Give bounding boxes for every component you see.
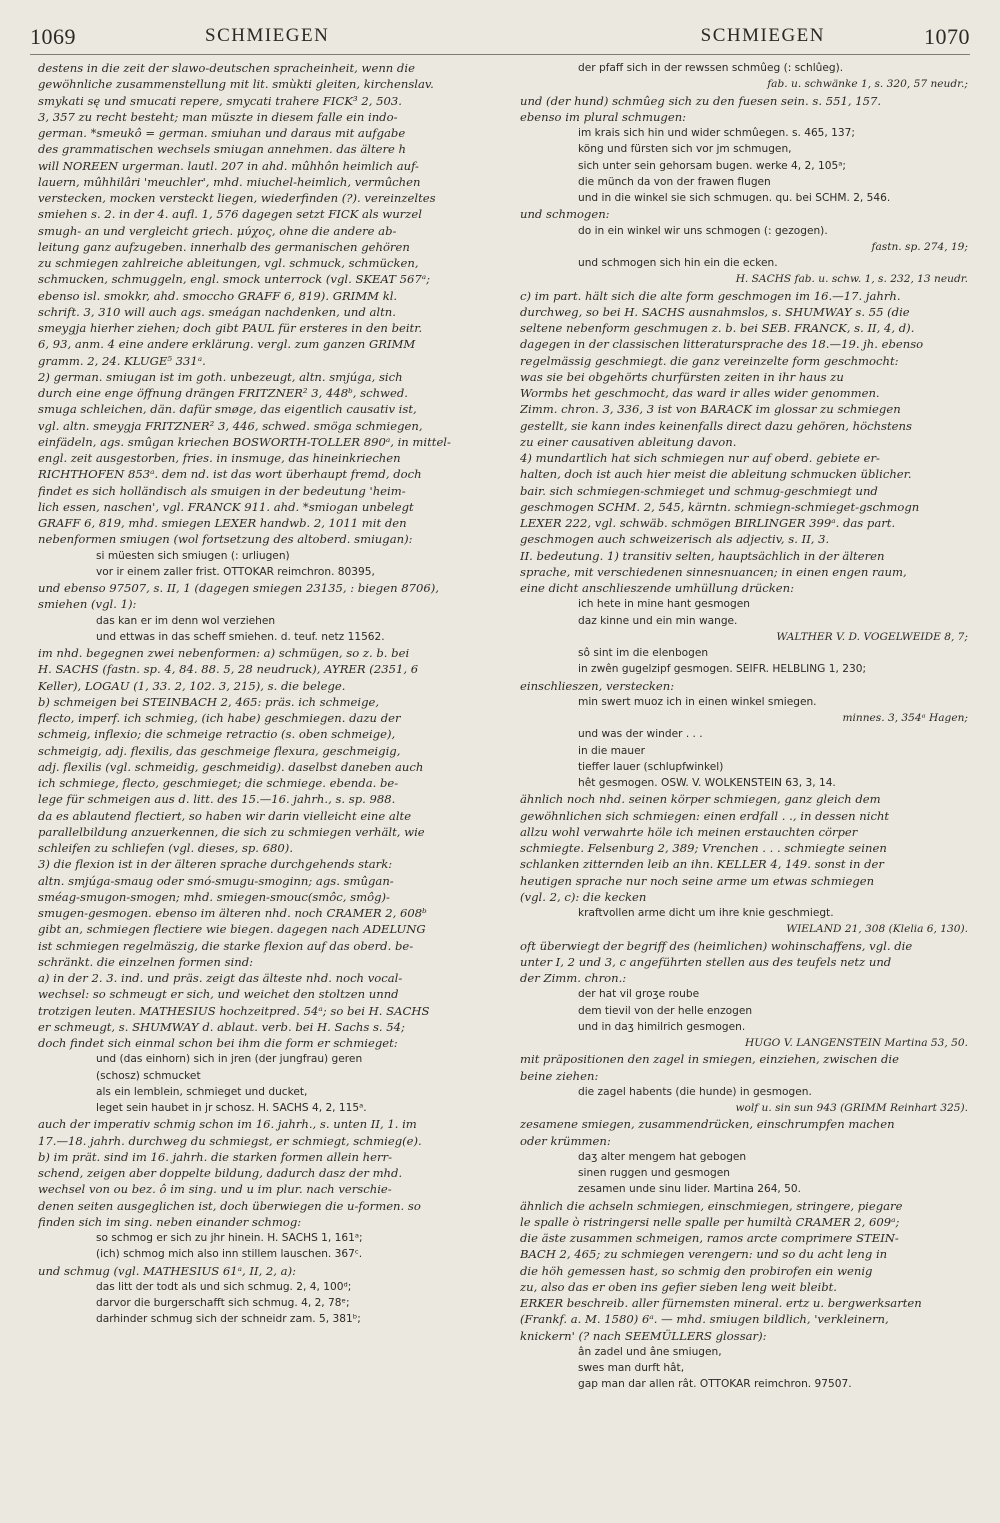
text-line: smugh- an und vergleicht griech. μύχος, ohne die andere ab-	[38, 223, 397, 238]
text-line: zu schmiegen zahlreiche ableitungen, vgl. schmuck, schmücken,	[38, 256, 419, 270]
citation-line: die zagel habents (die hunde) in gesmogen.	[578, 1085, 812, 1098]
text-line: BACH 2, 465; zu schmiegen verengern: und so du acht leng in	[520, 1247, 888, 1262]
citation-line: so schmog er sich zu jhr hinein. H. SACHS 1, 161ᵃ;	[96, 1232, 363, 1244]
text-line: sméag-smugon-smogen; mhd. smiegen-smouc(smôc, smôg)-	[38, 889, 390, 904]
text-line: schmiegte. Felsenburg 2, 389; Vrenchen . . . schmiegte seinen	[520, 841, 887, 855]
text-line: durchweg, so bei H. SACHS ausnahmslos, s. SHUMWAY s. 55 (die	[520, 304, 910, 319]
citation-line: sich unter sein gehorsam bugen. werke 4, 2, 105ᵃ;	[578, 159, 846, 172]
citation-line: und schmogen sich hin ein die ecken.	[578, 257, 778, 269]
source-line: HUGO V. LANGENSTEIN Martina 53, 50.	[745, 1037, 968, 1049]
citation-line: daʒ alter mengem hat gebogen	[578, 1150, 747, 1163]
citation-line: dem tievil von der helle enzogen	[578, 1004, 753, 1017]
text-line: und schmug (vgl. MATHESIUS 61ᵃ, II, 2, a):	[38, 1263, 297, 1278]
text-line: die äste zusammen schmeigen, ramos arcte comprimere STEIN-	[520, 1231, 899, 1245]
text-line: geschmogen auch schweizerisch als adjectiv, s. II, 3.	[520, 532, 830, 547]
citation-line: tieffer lauer (schlupfwinkel)	[578, 760, 724, 773]
citation-line: der pfaff sich in der rewssen schmûeg (: schlûeg).	[578, 62, 844, 74]
text-line: gramm. 2, 24. KLUGE⁵ 331ᵃ.	[38, 353, 206, 368]
text-line: schränkt. die einzelnen formen sind:	[38, 954, 254, 969]
citation-line: ich hete in mine hant gesmogen	[578, 598, 750, 611]
text-line: wechsel: so schmeugt er sich, und weichet den stoltzen unnd	[38, 987, 399, 1002]
text-line: und (der hund) schmûeg sich zu den fuesen sein. s. 551, 157.	[520, 93, 882, 108]
text-line: 3) die flexion ist in der älteren sprache durchgehends stark:	[38, 857, 393, 872]
text-line: lege für schmeigen aus d. litt. des 15.—16. jahrh., s. sp. 988.	[38, 792, 396, 807]
headword-right: SCHMIEGEN	[700, 25, 825, 46]
text-line: schend, zeigen aber doppelte bildung, dadurch dasz der mhd.	[38, 1166, 403, 1180]
text-line: wechsel von ou bez. ô im sing. und u im plur. nach verschie-	[38, 1182, 392, 1197]
citation-line: der hat vil groʒe roube	[578, 988, 700, 1001]
citation-line: hêt gesmogen. OSW. V. WOLKENSTEIN 63, 3, 14.	[578, 777, 836, 789]
text-line: findet es sich holländisch als smuigen in der bedeutung 'heim-	[38, 483, 406, 498]
text-line: verstecken, mocken versteckt liegen, wiederfinden (?). vereinzeltes	[38, 191, 436, 205]
text-line: engl. zeit ausgestorben, fries. in insmuge, das hineinkriechen	[38, 451, 401, 465]
text-line: trotzigen leuten. MATHESIUS hochzeitpred. 54ᵃ; so bei H. SACHS	[38, 1003, 430, 1018]
text-line: 3, 357 zu recht besteht; man müszte in diesem falle ein indo-	[38, 109, 398, 124]
text-line: im nhd. begegnen zwei nebenformen: a) schmügen, so z. b. bei	[38, 646, 410, 660]
citation-line: und in daʒ himilrich gesmogen.	[578, 1020, 746, 1033]
citation-line: si müesten sich smiugen (: urliugen)	[96, 549, 290, 562]
text-line: seltene nebenform geschmugen z. b. bei SEB. FRANCK, s. II, 4, d).	[520, 321, 915, 335]
source-line: wolf u. sin sun 943 (GRIMM Reinhart 325).	[735, 1102, 968, 1114]
text-line: des grammatischen wechsels smiugan annehmen. das ältere h	[38, 142, 407, 157]
text-line: smiehen (vgl. 1):	[38, 597, 137, 612]
text-line: dagegen in der classischen litteratursprache des 18.—19. jh. ebenso	[520, 337, 924, 352]
text-line: gibt an, schmiegen flectiere wie biegen. dagegen nach ADELUNG	[38, 922, 426, 937]
text-line: knickern' (? nach SEEMÜLLERS glossar):	[520, 1328, 767, 1343]
text-line: smeygja hierher ziehen; doch gibt PAUL für ersteres in den beitr.	[38, 321, 423, 335]
source-line: H. SACHS fab. u. schw. 1, s. 232, 13 neudr.	[735, 273, 968, 286]
citation-line: und (das einhorn) sich in jren (der jungfrau) geren	[96, 1053, 363, 1066]
text-line: was sie bei obgehörts churfürsten zeiten in ihr haus zu	[520, 369, 844, 384]
page-number-left: 1069	[30, 24, 76, 49]
text-line: Wormbs het geschmocht, das ward ir alles wider genommen.	[520, 386, 880, 400]
text-line: will NOREEN urgerman. lautl. 207 in ahd. mûhhôn heimlich auf-	[38, 158, 419, 173]
text-line: oft überwiegt der begriff des (heimlichen) wohinschaffens, vgl. die	[520, 938, 913, 953]
text-line: zu, also das er oben ins gefier sieben leng weit bleibt.	[520, 1279, 837, 1294]
running-head	[30, 20, 970, 55]
text-line: finden sich im sing. neben einander schmog:	[38, 1214, 302, 1229]
text-line: a) in der 2. 3. ind. und präs. zeigt das älteste nhd. noch vocal-	[38, 971, 403, 985]
text-line: lauern, mûhhilâri 'meuchler', mhd. miuchel-heimlich, vermûchen	[38, 174, 421, 189]
text-line: da es ablautend flectiert, so haben wir darin vielleicht eine alte	[38, 808, 412, 823]
citation-line: darvor die burgerschafft sich schmug. 4, 2, 78ᵉ;	[96, 1297, 350, 1309]
citation-line: swes man durft hât,	[578, 1362, 685, 1374]
citation-line: (schosz) schmucket	[96, 1069, 201, 1082]
text-line: eine dicht anschlieszende umhüllung drücken:	[520, 581, 794, 595]
citation-line: köng und fürsten sich vor jm schmugen,	[578, 143, 792, 156]
text-line: unter I, 2 und 3, c angeführten stellen aus des teufels netz und	[520, 954, 892, 969]
text-line: smykati sę und smucati repere, smycati trahere FICK³ 2, 503.	[38, 93, 402, 108]
text-line: schrift. 3, 310 will auch ags. smeágan nachdenken, und altn.	[38, 304, 396, 319]
citation-line: und in die winkel sie sich schmugen. qu. bei SCHM. 2, 546.	[578, 192, 891, 204]
text-line: ERKER beschreib. aller fürnemsten mineral. ertz u. bergwerksarten	[520, 1296, 922, 1310]
citation-line: das litt der todt als und sich schmug. 2, 4, 100ᵈ;	[96, 1280, 352, 1293]
text-line: oder krümmen:	[520, 1133, 611, 1148]
citation-line: als ein lemblein, schmieget und ducket,	[96, 1085, 308, 1098]
text-line: allzu wohl verwahrte höle ich meinen erstauchten cörper	[520, 824, 858, 839]
citation-line: in zwên gugelzipf gesmogen. SEIFR. HELBLING 1, 230;	[578, 663, 867, 676]
citation-line: sô sint im die elenbogen	[578, 647, 709, 659]
right-column	[520, 60, 968, 1460]
page-number-right: 1070	[924, 24, 970, 49]
text-line: auch der imperativ schmig schon im 16. jahrh., s. unten II, 1. im	[38, 1117, 417, 1132]
text-line: schmeig, inflexio; die schmeige retractio (s. oben schmeige),	[38, 727, 396, 742]
text-line: schlanken zitternden leib an ihn. KELLER 4, 149. sonst in der	[520, 857, 884, 872]
text-line: smugen-gesmogen. ebenso im älteren nhd. noch CRAMER 2, 608ᵇ	[38, 906, 427, 920]
citation-line: gap man dar allen rât. OTTOKAR reimchron. 97507.	[578, 1378, 852, 1391]
text-line: (vgl. 2, c): die kecken	[520, 889, 647, 904]
citation-line: do in ein winkel wir uns schmogen (: gezogen).	[578, 224, 828, 237]
text-line: adj. flexilis (vgl. schmeidig, geschmeidig). daselbst daneben auch	[38, 759, 424, 774]
text-line: denen seiten ausgeglichen ist, doch überwiegen die u-formen. so	[38, 1198, 421, 1213]
text-line: smiehen s. 2. in der 4. aufl. 1, 576 dagegen setzt FICK als wurzel	[38, 207, 422, 222]
text-line: schleifen zu schliefen (vgl. dieses, sp. 680).	[38, 841, 294, 855]
source-line: WALTHER V. D. VOGELWEIDE 8, 7;	[776, 630, 968, 643]
source-line: minnes. 3, 354ᵃ Hagen;	[842, 712, 968, 724]
text-line: 6, 93, anm. 4 eine andere erklärung. vergl. zum ganzen GRIMM	[38, 337, 416, 352]
text-line: geschmogen SCHM. 2, 545, kärntn. schmiegn-schmieget-gschmogn	[520, 499, 920, 514]
text-line: II. bedeutung. 1) transitiv selten, hauptsächlich in der älteren	[520, 548, 885, 563]
text-line: le spalle ò ristringersi nelle spalle per humiltà CRAMER 2, 609ᵃ;	[520, 1214, 900, 1229]
citation-line: das kan er im denn wol verziehen	[96, 614, 276, 627]
source-line: fab. u. schwänke 1, s. 320, 57 neudr.;	[767, 78, 968, 91]
citation-line: sinen ruggen und gesmogen	[578, 1167, 730, 1179]
text-line: b) schmeigen bei STEINBACH 2, 465: präs. ich schmeige,	[38, 694, 380, 709]
text-line: ebenso im plural schmugen:	[520, 109, 687, 124]
text-line: er schmeugt, s. SHUMWAY d. ablaut. verb. bei H. Sachs s. 54;	[38, 1019, 405, 1034]
citation-line: die münch da von der frawen flugen	[578, 175, 771, 188]
text-line: schmeigig, adj. flexilis, das geschmeige flexura, geschmeigig,	[38, 743, 401, 758]
text-line: zu einer causativen ableitung davon.	[520, 434, 737, 449]
citation-line: kraftvollen arme dicht um ihre knie geschmiegt.	[578, 907, 834, 919]
text-line: gewöhnliche zusammenstellung mit lit. smùkti gleiten, kirchenslav.	[38, 77, 434, 92]
text-line: regelmässig geschmiegt. die ganz vereinzelte form geschmocht:	[520, 353, 899, 368]
text-line: ähnlich die achseln schmiegen, einschmiegen, stringere, piegare	[520, 1198, 903, 1213]
text-line: altn. smjúga-smaug oder smó-smugu-smoginn; ags. smûgan-	[38, 873, 394, 888]
citation-line: und was der winder . . .	[578, 728, 703, 741]
text-line: heutigen sprache nur noch seine arme um etwas schmiegen	[520, 873, 875, 888]
citation-line: leget sein haubet in jr schosz. H. SACHS 4, 2, 115ᵃ.	[96, 1102, 367, 1114]
citation-line: in die mauer	[578, 744, 645, 757]
source-line: fastn. sp. 274, 19;	[871, 240, 968, 253]
text-line: 17.—18. jahrh. durchweg du schmiegst, er schmiegt, schmieg(e).	[38, 1133, 422, 1148]
text-line: Zimm. chron. 3, 336, 3 ist von BARACK im glossar zu schmiegen	[520, 402, 901, 417]
text-line: halten, doch ist auch hier meist die ableitung schmucken üblicher.	[520, 467, 912, 482]
text-line: durch eine enge öffnung drängen FRITZNER² 3, 448ᵇ, schwed.	[38, 386, 408, 400]
citation-line: im krais sich hin und wider schmûegen. s. 465, 137;	[578, 127, 855, 139]
text-line: gewöhnlichen sich schmiegen: einen erdfall . ., in dessen nicht	[520, 808, 890, 823]
text-line: german. *smeukô = german. smiuhan und daraus mit aufgabe	[38, 126, 406, 140]
text-line: parallelbildung anzuerkennen, die sich zu schmiegen verhält, wie	[38, 824, 425, 839]
text-line: einschlieszen, verstecken:	[520, 678, 675, 693]
text-line: zesamene smiegen, zusammendrücken, einschrumpfen machen	[520, 1117, 895, 1132]
text-line: ich schmiege, flecto, geschmieget; die schmiege. ebenda. be-	[38, 776, 399, 790]
text-line: destens in die zeit der slawo-deutschen spracheinheit, wenn die	[38, 61, 415, 75]
text-line: beine ziehen:	[520, 1068, 599, 1083]
text-line: smuga schleichen, dän. dafür smøge, das eigentlich causativ ist,	[38, 402, 417, 417]
left-column	[38, 60, 484, 1460]
headword-left: SCHMIEGEN	[205, 25, 330, 46]
text-line: doch findet sich einmal schon bei ihm die form er schmieget:	[38, 1036, 398, 1050]
citation-line: daz kinne und ein min wange.	[578, 614, 738, 627]
text-line: 2) german. smiugan ist im goth. unbezeugt, altn. smjúga, sich	[38, 369, 403, 384]
text-line: schmucken, schmuggeln, engl. smock unterrock (vgl. SKEAT 567ᵃ;	[38, 272, 431, 287]
source-line: WIELAND 21, 308 (Klelia 6, 130).	[786, 923, 968, 936]
text-line: ähnlich noch nhd. seinen körper schmiegen, ganz gleich dem	[520, 792, 881, 807]
citation-line: zesamen unde sinu lider. Martina 264, 50.	[578, 1183, 802, 1196]
text-line: 4) mundartlich hat sich schmiegen nur auf oberd. gebiete er-	[520, 451, 880, 465]
text-line: der Zimm. chron.:	[520, 971, 627, 985]
text-line: Keller), LOGAU (1, 33. 2, 102. 3, 215), s. die belege.	[38, 678, 346, 693]
text-line: H. SACHS (fastn. sp. 4, 84. 88. 5, 28 neudruck), AYRER (2351, 6	[38, 662, 419, 677]
citation-line: darhinder schmug sich der schneidr zam. 5, 381ᵇ;	[96, 1313, 361, 1326]
text-line: GRAFF 6, 819, mhd. smiegen LEXER handwb. 2, 1011 mit den	[38, 516, 407, 530]
text-line: die höh gemessen hast, so schmig den probirofen ein wenig	[520, 1263, 873, 1278]
text-line: gestellt, sie kann indes keinenfalls direct dazu gehören, höchstens	[520, 418, 912, 433]
citation-line: ân zadel und âne smiugen,	[578, 1345, 722, 1358]
text-line: sprache, mit verschiedenen sinnesnuancen; in einen engen raum,	[520, 564, 907, 579]
citation-line: min swert muoz ich in einen winkel smiegen.	[578, 695, 817, 708]
text-line: c) im part. hält sich die alte form geschmogen im 16.—17. jahrh.	[520, 288, 901, 303]
citation-line: (ich) schmog mich also inn stillem lauschen. 367ᶜ.	[96, 1248, 363, 1261]
text-line: bair. sich schmiegen-schmieget und schmug-geschmiegt und	[520, 483, 878, 498]
text-line: lich essen, naschen', vgl. FRANCK 911. ahd. *smiogan unbelegt	[38, 499, 414, 514]
text-line: nebenformen smiugen (wol fortsetzung des altoberd. smiugan):	[38, 532, 413, 547]
text-line: und schmogen:	[520, 207, 610, 222]
text-line: LEXER 222, vgl. schwäb. schmögen BIRLINGER 399ᵃ. das part.	[520, 516, 896, 530]
text-line: flecto, imperf. ich schmieg, (ich habe) geschmiegen. dazu der	[38, 711, 401, 725]
citation-line: und ettwas in das scheff smiehen. d. teuf. netz 11562.	[96, 630, 385, 643]
text-line: ist schmiegen regelmäszig, die starke flexion auf das oberd. be-	[38, 938, 414, 953]
text-line: mit präpositionen den zagel in smiegen, einziehen, zwischen die	[520, 1052, 899, 1067]
text-line: RICHTHOFEN 853ᵃ. dem nd. ist das wort überhaupt fremd, doch	[38, 467, 422, 482]
text-line: und ebenso 97507, s. II, 1 (dagegen smiegen 23135, : biegen 8706),	[38, 581, 439, 595]
text-line: ebenso isl. smokkr, ahd. smoccho GRAFF 6, 819). GRIMM kl.	[38, 288, 398, 303]
text-line: b) im prät. sind im 16. jahrh. die starken formen allein herr-	[38, 1149, 392, 1164]
text-line: (Frankf. a. M. 1580) 6ᵃ. — mhd. smiugen bildlich, 'verkleinern,	[520, 1312, 889, 1327]
text-line: einfädeln, ags. smûgan kriechen BOSWORTH-TOLLER 890ᵃ, in mittel-	[38, 434, 451, 449]
text-line: leitung ganz aufzugeben. innerhalb des germanischen gehören	[38, 239, 410, 254]
citation-line: vor ir einem zaller frist. OTTOKAR reimchron. 80395,	[96, 565, 375, 578]
text-line: vgl. altn. smeygja FRITZNER² 3, 446, schwed. smöga schmiegen,	[38, 418, 423, 433]
